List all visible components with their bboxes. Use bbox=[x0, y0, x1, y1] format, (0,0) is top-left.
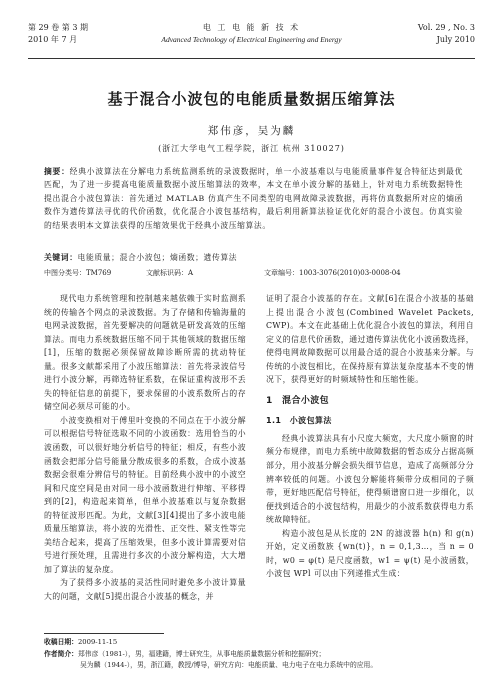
body-paragraph: 证明了混合小波基的存在。文献[6]在混合小波基的基础上提出混合小波包(Combined Wavelet Packets, CWP)。本文在此基础上优化混合小波包的算法，利用自定义的信息代价函数，通过遗传算法优化小波函数选择，使得电网故障数据可以用最合适的混合小波基来分解。与传统的小波包相比，在保持原有算法复杂度基本不变的情况下，获得更好的时频域特性和压缩性能。 bbox=[266, 294, 474, 385]
header-rule bbox=[28, 58, 475, 59]
date-en: July 2010 bbox=[436, 35, 475, 44]
body-paragraph: 小波变换相对于傅里叶变换的不同点在于小波分解可以根据信号特征选取不同的小波函数：选用恰当的小波函数，可以很好地分析信号的特征；相反，有些小波函数会把部分信号能量分散成很多的系数，合成小波基数据会很难分辨信号的特征。目前经典小波中的小波空间和尺度空间是由对同一母小波函数进行伸缩、平移得到的[2]，构造起来简单，但单小波基难以与复杂数据的特征波形匹配。为此，文献[3][4]提出了多小波电能质量压缩算法，将小波的光滑性、正交性、紧支性等完美结合起来，提高了压缩效果，但多小波计算需要对信号进行预处理，且需进行多次的小波分解构造，大大增加了算法的复杂度。 bbox=[44, 415, 246, 574]
abstract bbox=[44, 165, 463, 232]
keywords-label: 关键词： bbox=[44, 253, 78, 262]
footnote-rule bbox=[44, 633, 164, 634]
footnote bbox=[44, 637, 463, 672]
keywords-text: 电能质量；混合小波包；熵函数；遗传算法 bbox=[77, 253, 238, 262]
article-number: 文章编号：1003-3076(2010)03-0008-04 bbox=[264, 269, 401, 277]
body-paragraph: 经典小波算法具有小尺度大频宽，大尺度小频窗的时频分布规律，而电力系统中故障数据的暂态成分占据高频部分，用小波基分解会损失细节信息，造成了高频部分分辨率较低的问题。小波包分解能将频带分成相同的子频带，更好地匹配信号特征，使得频谱窗口进一步细化，以便找到适合的小波包结构，用最少的小波系数获得电力系统故障特征。 bbox=[266, 433, 474, 525]
document-code: 文献标识码：A bbox=[146, 269, 194, 277]
volume-en: Vol. 29 , No. 3 bbox=[417, 23, 475, 32]
right-column bbox=[266, 292, 474, 581]
body-paragraph: 为了获得多小波基的灵活性同时避免多小波计算量大的问题，文献[5]提出混合小波基的概念，并 bbox=[44, 578, 246, 602]
abstract-text: 经典小波算法在分解电力系统监测系统的录波数据时，单一小波基难以与电能质量事件复合特征达到最优匹配，为了进一步提高电能质量数据小波压缩算法的效率，本文在单小波分解的基础上，针对电力系统数据特性提出混合小波包算法：首先通过 MATLAB 仿真产生不同类型的电网故障录波数据，再将仿真数据所对应的熵函数作为遗传算法寻优的代价函数，优化混合小波包基结构，最后利用新算法验证优化好的混合小波包。仿真实验的结果表明本文算法获得的压缩效果优于经典小波压缩算法。 bbox=[44, 167, 463, 230]
subsection-heading: 1.1 小波包算法 bbox=[266, 416, 332, 426]
body-paragraph: 现代电力系统管理和控制越来越依赖于实时监测系统的传输各个网点的录波数据。为了存储和传输海量的电网录波数据，首先要解决的问题就是研发高效的压缩算法。而电力系统数据压缩不同于其他领域的数据压缩[1]，压缩的数据必须保留故障诊断所需的扰动特征量。很多文献都采用了小波压缩算法：首先将录波信号进行小波分解，再筛选特征系数，在保证重构波形不丢失的特征信息的前提下，要求保留的小波系数所占的存储空间必须尽可能的小。 bbox=[44, 294, 246, 412]
body-paragraph: 构造小波包是从长度的 2N 的滤波器 h(n) 和 g(n) 开始，定义函数族 {wn(t)}，n = 0,1,3…，当 n = 0 时，w0 = φ(t) 是尺度函数，w1 = ψ(t) 是小波函数，小波包 WPl 可以由下列递推式生成： bbox=[266, 528, 474, 579]
received-date: 收稿日期：2009-11-15 bbox=[44, 638, 118, 646]
journal-name-en: Advanced Technology of Electrical Engineering and Energy bbox=[161, 35, 342, 44]
author-bio-1: 作者简介：郑伟彦（1981-），男，福建籍，博士研究生，从事电能质量数据分析和挖掘研究； bbox=[44, 649, 326, 658]
date-cn: 2010 年 7 月 bbox=[28, 35, 78, 44]
header-center bbox=[28, 22, 475, 46]
classification-line bbox=[44, 268, 463, 278]
paper-title: 基于混合小波包的电能质量数据压缩算法 bbox=[107, 90, 396, 108]
left-column bbox=[44, 292, 246, 604]
clc-number: 中图分类号：TM769 bbox=[44, 269, 112, 277]
journal-name-cn: 电 工 电 能 新 技 术 bbox=[202, 23, 301, 32]
running-header bbox=[28, 22, 475, 54]
header-right bbox=[418, 22, 475, 46]
section-heading: 1 混合小波包 bbox=[266, 395, 330, 406]
volume-cn: 第 29 卷 第 3 期 bbox=[28, 23, 88, 32]
keywords bbox=[44, 252, 463, 264]
author-bio-2: 吴为麟（1944-），男，浙江籍，教授/博导，研究方向：电能质量、电力电子在电力系统中的应用。 bbox=[80, 661, 378, 669]
paper-authors: 郑伟彦，吴为麟 bbox=[207, 125, 296, 137]
abstract-label: 摘要： bbox=[44, 167, 70, 176]
author-affiliation: (浙江大学电气工程学院，浙江 杭州 310027) bbox=[158, 144, 345, 153]
